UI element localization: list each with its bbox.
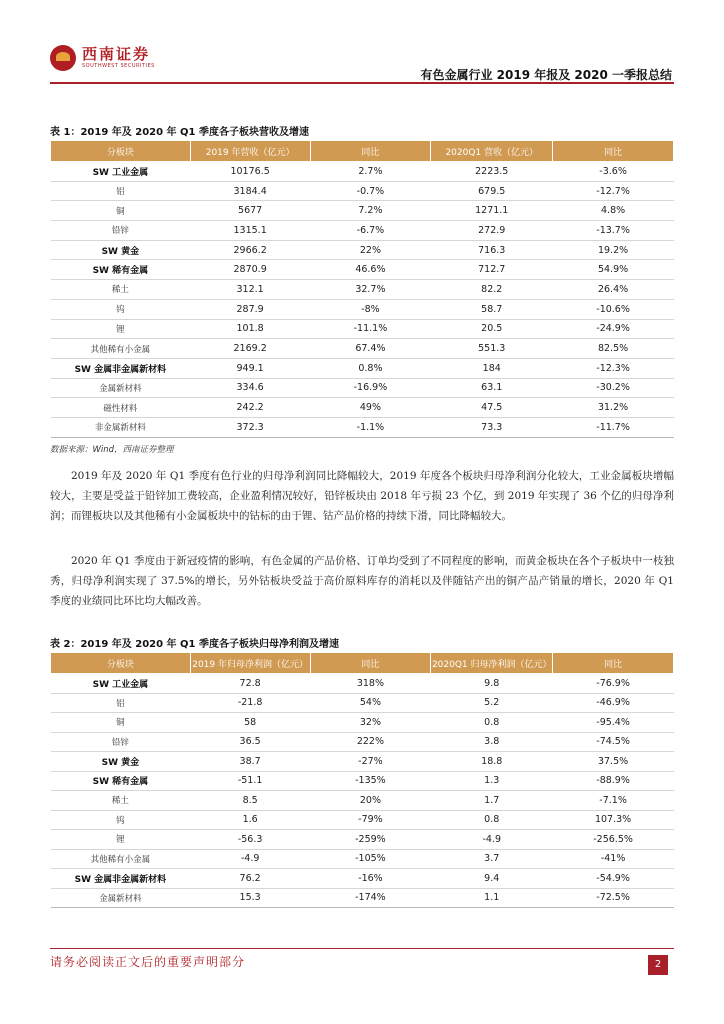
table-row (51, 810, 674, 830)
table2-caption: 表 2：2019 年及 2020 年 Q1 季度各子板块归母净利润及增速 (50, 639, 339, 650)
row-label: SW 工业金属 (51, 674, 191, 694)
logo-icon (50, 45, 76, 71)
table-cell: -51.1 (190, 771, 310, 791)
table-cell: 19.2% (553, 240, 674, 260)
page-number: 2 (648, 955, 668, 975)
table-cell: 9.4 (431, 869, 553, 889)
table-row (51, 830, 674, 850)
table-row (51, 221, 674, 241)
table-cell: 26.4% (553, 280, 674, 300)
row-label: SW 金属非金属新材料 (51, 869, 191, 889)
table-cell: 76.2 (190, 869, 310, 889)
row-label: SW 黄金 (51, 752, 191, 772)
table-cell: -7.1% (553, 791, 674, 811)
table-cell: 372.3 (190, 417, 310, 437)
row-label: 稀土 (51, 280, 191, 300)
row-label: 铝 (51, 181, 191, 201)
table-cell: -95.4% (553, 713, 674, 733)
table-cell: -24.9% (553, 319, 674, 339)
table-cell: 107.3% (553, 810, 674, 830)
column-header: 同比 (553, 141, 674, 162)
table-header-row (51, 653, 674, 674)
table-cell: 67.4% (310, 339, 431, 359)
table-cell: -12.3% (553, 358, 674, 378)
table-cell: -41% (553, 849, 674, 869)
revenue-table (50, 140, 674, 438)
table-cell: 20.5 (431, 319, 553, 339)
logo-cn: 西南证券 (82, 45, 151, 63)
table-row (51, 674, 674, 694)
table-cell: 73.3 (431, 417, 553, 437)
row-label: 金属新材料 (51, 888, 191, 908)
table-row (51, 398, 674, 418)
table-row (51, 888, 674, 908)
table-row (51, 280, 674, 300)
header-divider (50, 82, 674, 84)
table-cell: 2.7% (310, 162, 431, 182)
table-cell: 334.6 (190, 378, 310, 398)
table-cell: -21.8 (190, 693, 310, 713)
table-cell: 1271.1 (431, 201, 553, 221)
table-cell: -3.6% (553, 162, 674, 182)
row-label: 金属新材料 (51, 378, 191, 398)
table-cell: 8.5 (190, 791, 310, 811)
table-cell: -174% (310, 888, 431, 908)
table-row (51, 849, 674, 869)
data-source: 数据来源：Wind，西南证券整理 (50, 445, 174, 455)
column-header: 分板块 (51, 653, 191, 674)
table-cell: 5.2 (431, 693, 553, 713)
row-label: 铅锌 (51, 221, 191, 241)
table-cell: -56.3 (190, 830, 310, 850)
table-cell: 1315.1 (190, 221, 310, 241)
table-cell: 184 (431, 358, 553, 378)
table-row (51, 201, 674, 221)
logo-text (82, 46, 155, 70)
table-cell: -10.6% (553, 299, 674, 319)
table-row (51, 240, 674, 260)
table-cell: 2169.2 (190, 339, 310, 359)
table-cell: -1.1% (310, 417, 431, 437)
table-cell: 716.3 (431, 240, 553, 260)
row-label: 铜 (51, 713, 191, 733)
table-cell: 47.5 (431, 398, 553, 418)
row-label: 铅锌 (51, 732, 191, 752)
table-cell: 3184.4 (190, 181, 310, 201)
table-cell: 46.6% (310, 260, 431, 280)
table-cell: 5677 (190, 201, 310, 221)
table-cell: -27% (310, 752, 431, 772)
disclaimer-link: 请务必阅读正文后的重要声明部分 (50, 955, 246, 969)
table-row (51, 319, 674, 339)
table-cell: -30.2% (553, 378, 674, 398)
row-label: SW 稀有金属 (51, 771, 191, 791)
table-cell: -135% (310, 771, 431, 791)
table-cell: -0.7% (310, 181, 431, 201)
table-cell: 101.8 (190, 319, 310, 339)
table-cell: 318% (310, 674, 431, 694)
table-cell: 32% (310, 713, 431, 733)
table-cell: 54.9% (553, 260, 674, 280)
row-label: SW 工业金属 (51, 162, 191, 182)
table-cell: 1.7 (431, 791, 553, 811)
table-cell: 0.8% (310, 358, 431, 378)
row-label: SW 稀有金属 (51, 260, 191, 280)
net-profit-table (50, 652, 674, 908)
row-label: 其他稀有小金属 (51, 339, 191, 359)
row-label: SW 金属非金属新材料 (51, 358, 191, 378)
table-row (51, 869, 674, 889)
table-cell: -4.9 (431, 830, 553, 850)
table-row (51, 358, 674, 378)
table-cell: 3.8 (431, 732, 553, 752)
footer-divider (50, 948, 674, 949)
report-title: 有色金属行业 2019 年报及 2020 一季报总结 (420, 68, 672, 82)
table-cell: -105% (310, 849, 431, 869)
table-cell: 222% (310, 732, 431, 752)
table-cell: -8% (310, 299, 431, 319)
paragraph: 2019 年及 2020 年 Q1 季度有色行业的归母净利润同比降幅较大，2019 年度各个板块归母净利润分化较大，工业金属板块增幅较大，主要是受益于铅锌加工费较高，企业盈利情况较好，铅锌板块由 2018 年亏损 23 个亿，到 2019 年实现了 36 个亿的归母净利润；而锂板块以及其他稀有小金属板块中的钴标的由于锂、钴产品价格的持续下滑，同比降幅较大。 (50, 470, 674, 522)
table-cell: -74.5% (553, 732, 674, 752)
table-cell: 0.8 (431, 713, 553, 733)
row-label: 铝 (51, 693, 191, 713)
table-cell: 49% (310, 398, 431, 418)
table-cell: -72.5% (553, 888, 674, 908)
table-cell: 82.2 (431, 280, 553, 300)
table-cell: 38.7 (190, 752, 310, 772)
table-cell: 31.2% (553, 398, 674, 418)
table-row (51, 181, 674, 201)
table-row (51, 339, 674, 359)
table-cell: 0.8 (431, 810, 553, 830)
table-row (51, 791, 674, 811)
table-cell: 36.5 (190, 732, 310, 752)
table-row (51, 260, 674, 280)
table1-caption: 表 1：2019 年及 2020 年 Q1 季度各子板块营收及增速 (50, 127, 309, 138)
column-header: 2019 年营收（亿元） (190, 141, 310, 162)
table-cell: 287.9 (190, 299, 310, 319)
table-cell: 712.7 (431, 260, 553, 280)
column-header: 分板块 (51, 141, 191, 162)
table-row (51, 378, 674, 398)
table-row (51, 299, 674, 319)
table-cell: 272.9 (431, 221, 553, 241)
table-header-row (51, 141, 674, 162)
table-cell: -79% (310, 810, 431, 830)
company-logo (50, 40, 155, 76)
row-label: SW 黄金 (51, 240, 191, 260)
table-row (51, 771, 674, 791)
table-cell: 2870.9 (190, 260, 310, 280)
table-cell: -54.9% (553, 869, 674, 889)
table-row (51, 162, 674, 182)
table-cell: 1.3 (431, 771, 553, 791)
column-header: 2019 年归母净利润（亿元） (190, 653, 310, 674)
table-cell: 58 (190, 713, 310, 733)
table-cell: -16% (310, 869, 431, 889)
column-header: 2020Q1 营收（亿元） (431, 141, 553, 162)
table-cell: -259% (310, 830, 431, 850)
table-cell: -88.9% (553, 771, 674, 791)
table-cell: -6.7% (310, 221, 431, 241)
row-label: 其他稀有小金属 (51, 849, 191, 869)
table-cell: -46.9% (553, 693, 674, 713)
row-label: 锂 (51, 319, 191, 339)
table-row (51, 713, 674, 733)
table-cell: 1.1 (431, 888, 553, 908)
paragraph: 2020 年 Q1 季度由于新冠疫情的影响，有色金属的产品价格、订单均受到了不同程度的影响，而黄金板块在各个子板块中一枝独秀，归母净利润实现了 37.5%的增长，另外钴板块受益于高价原料库存的消耗以及伴随钴产出的铜产品产销量的增长，2020 年 Q1 季度的业绩同比环比均大幅改善。 (50, 555, 674, 607)
column-header: 同比 (310, 141, 431, 162)
row-label: 钨 (51, 299, 191, 319)
table-cell: -256.5% (553, 830, 674, 850)
table-cell: 551.3 (431, 339, 553, 359)
table-cell: 15.3 (190, 888, 310, 908)
row-label: 钨 (51, 810, 191, 830)
table-cell: 2223.5 (431, 162, 553, 182)
table-cell: 82.5% (553, 339, 674, 359)
table-cell: 4.8% (553, 201, 674, 221)
table-cell: 18.8 (431, 752, 553, 772)
table-row (51, 732, 674, 752)
row-label: 稀土 (51, 791, 191, 811)
table-cell: 312.1 (190, 280, 310, 300)
table-cell: 679.5 (431, 181, 553, 201)
table-cell: 63.1 (431, 378, 553, 398)
table-cell: -11.7% (553, 417, 674, 437)
row-label: 铜 (51, 201, 191, 221)
table-cell: -13.7% (553, 221, 674, 241)
column-header: 同比 (553, 653, 674, 674)
table-cell: 3.7 (431, 849, 553, 869)
table-cell: 9.8 (431, 674, 553, 694)
table-row (51, 417, 674, 437)
logo-en: SOUTHWEST SECURITIES (82, 63, 155, 69)
table-cell: 32.7% (310, 280, 431, 300)
table-cell: -11.1% (310, 319, 431, 339)
column-header: 同比 (310, 653, 431, 674)
table-cell: 37.5% (553, 752, 674, 772)
row-label: 非金属新材料 (51, 417, 191, 437)
table-cell: 7.2% (310, 201, 431, 221)
row-label: 磁性材料 (51, 398, 191, 418)
column-header: 2020Q1 归母净利润（亿元） (431, 653, 553, 674)
table-cell: 20% (310, 791, 431, 811)
table-cell: 22% (310, 240, 431, 260)
table-cell: 1.6 (190, 810, 310, 830)
table-cell: 2966.2 (190, 240, 310, 260)
table-cell: 54% (310, 693, 431, 713)
table-cell: 242.2 (190, 398, 310, 418)
table-cell: 949.1 (190, 358, 310, 378)
row-label: 锂 (51, 830, 191, 850)
table-cell: 72.8 (190, 674, 310, 694)
table-cell: -12.7% (553, 181, 674, 201)
table-cell: 58.7 (431, 299, 553, 319)
table-row (51, 752, 674, 772)
table-cell: -16.9% (310, 378, 431, 398)
table-cell: -76.9% (553, 674, 674, 694)
table-cell: -4.9 (190, 849, 310, 869)
table-cell: 10176.5 (190, 162, 310, 182)
table-row (51, 693, 674, 713)
